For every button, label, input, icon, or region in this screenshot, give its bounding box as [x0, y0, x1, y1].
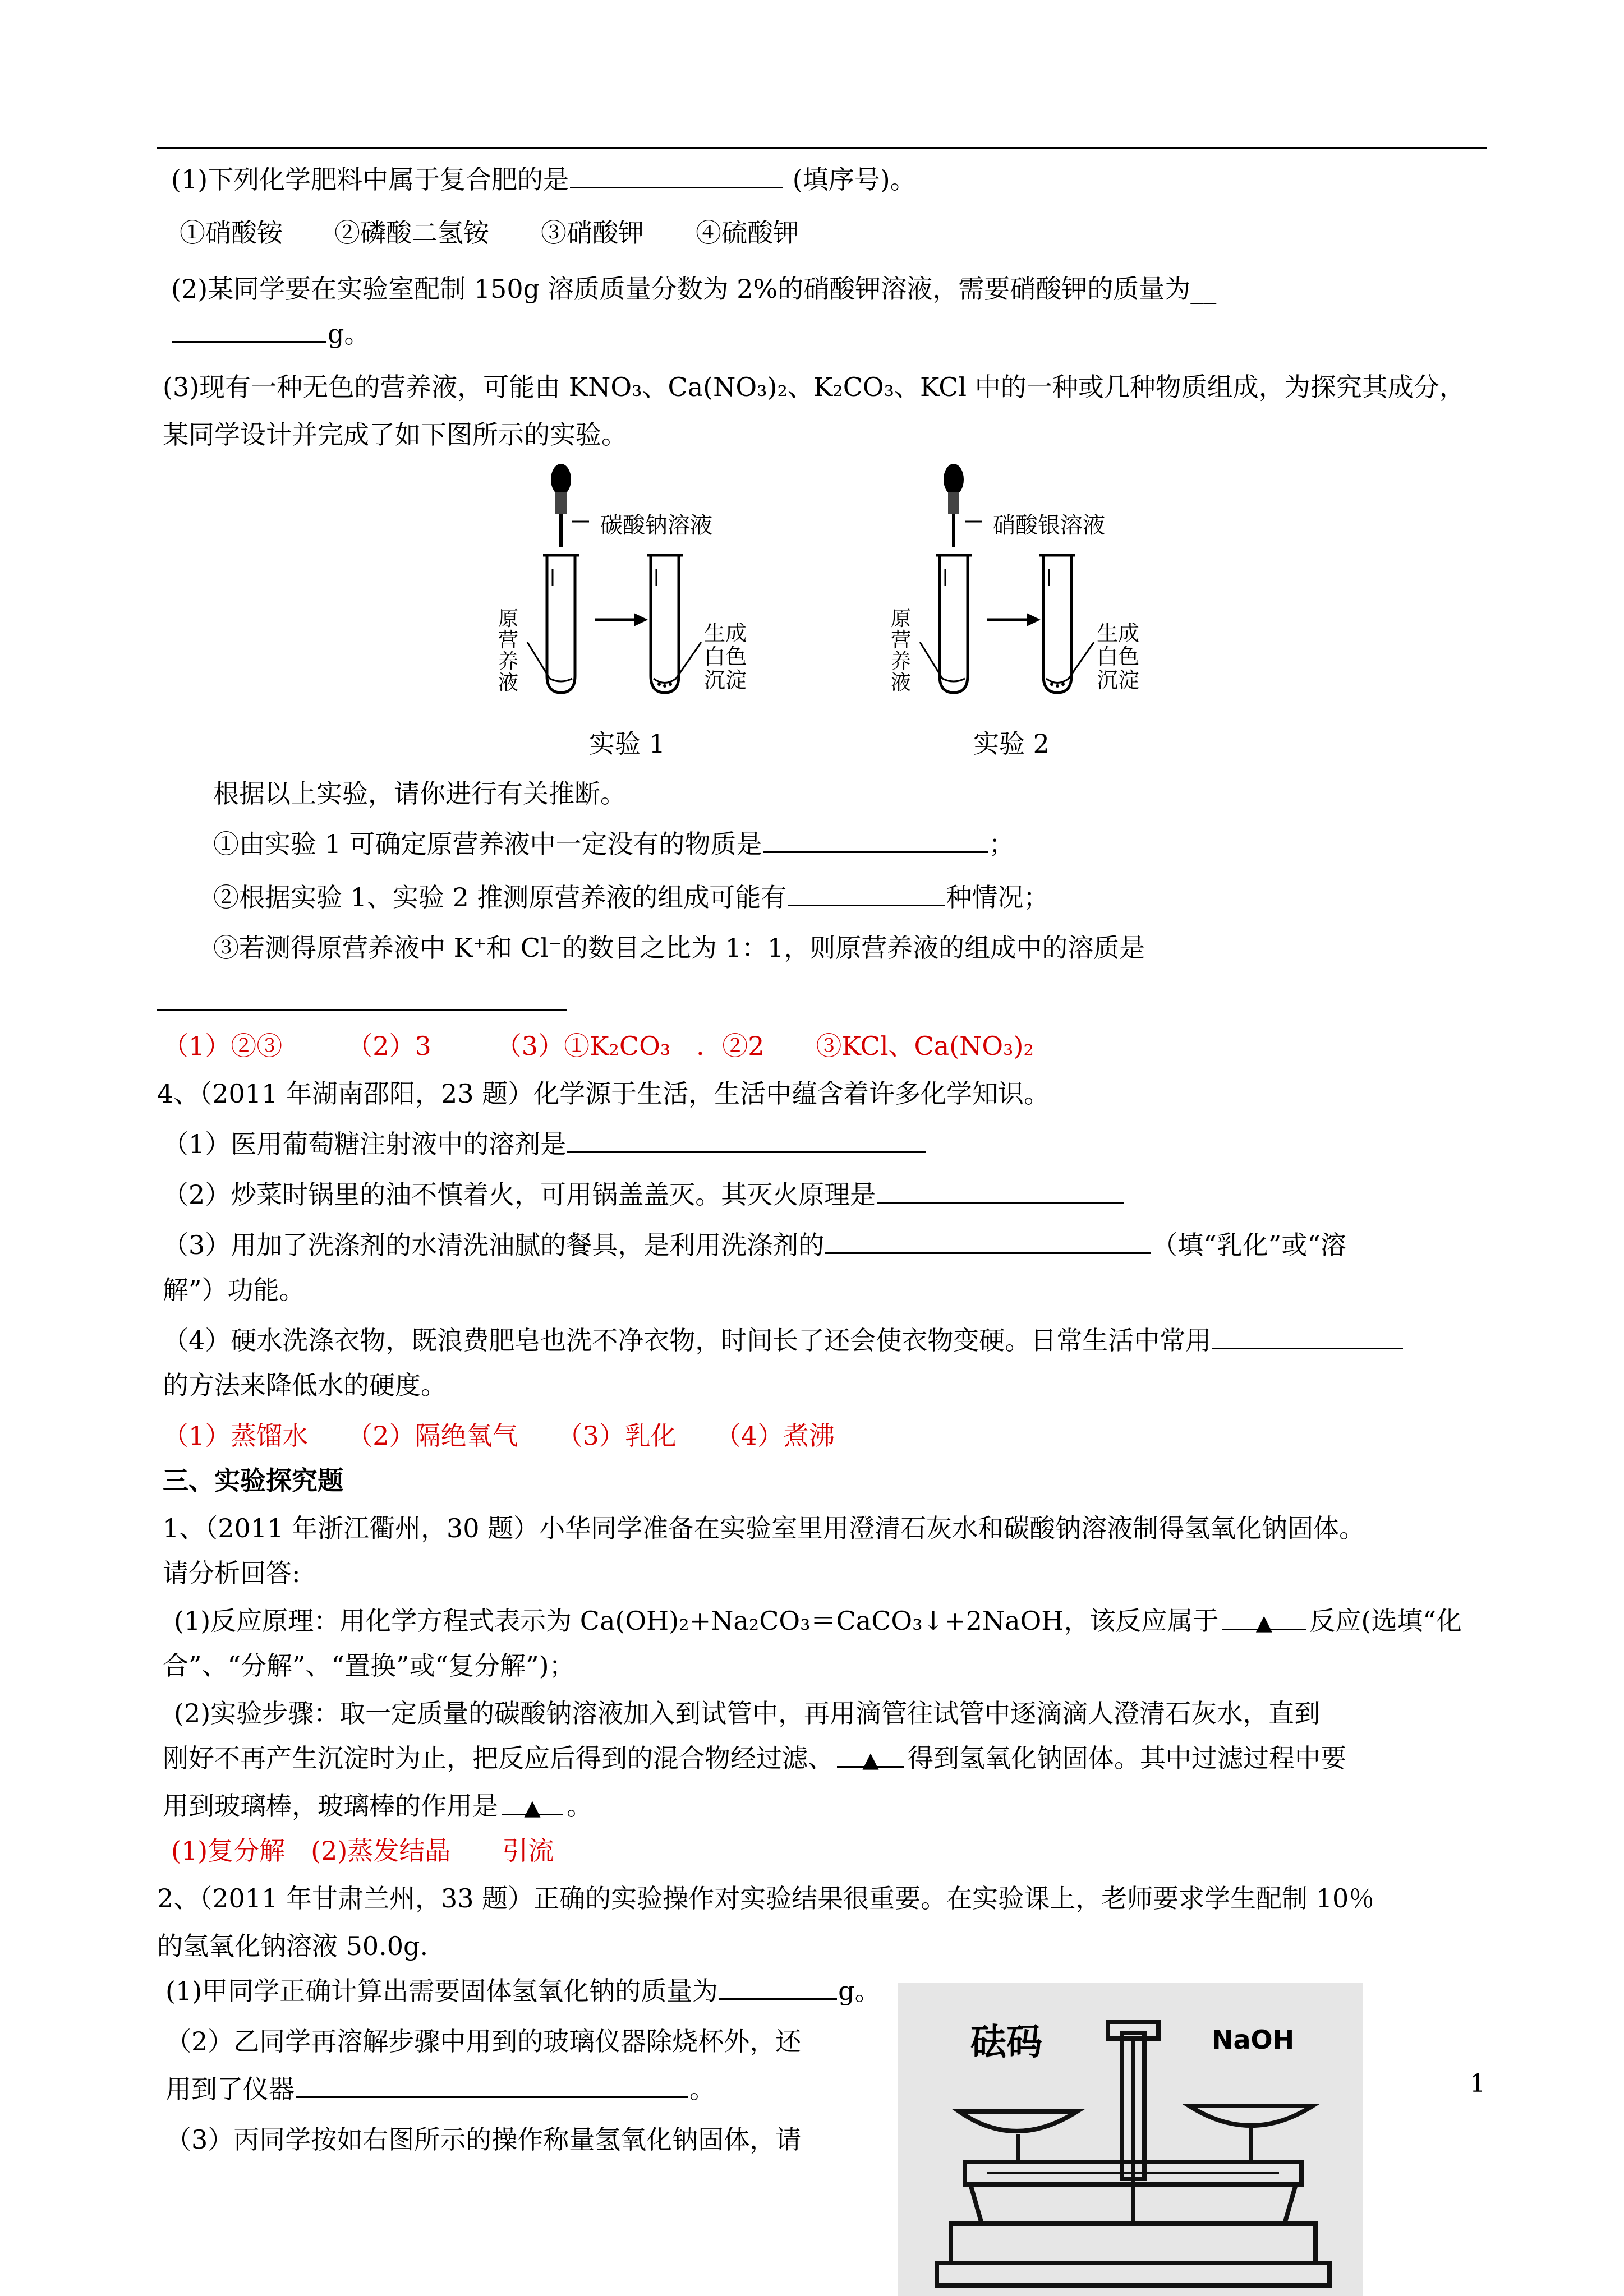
q4-p1: （1）医用葡萄糖注射液中的溶剂是	[163, 1127, 927, 1161]
exp1-reagent-label: 碳酸钠溶液	[600, 513, 712, 538]
exp2-result-label: 生成 白色 沉淀	[1097, 621, 1140, 693]
balance-label-naoh: NaOH	[1212, 2025, 1295, 2055]
q4-title: 4、（2011 年湖南邵阳，23 题）化学源于生活，生活中蕴含着许多化学知识。	[157, 1078, 1050, 1109]
q4-p4: （4）硬水洗涤衣物，既浪费肥皂也洗不净衣物，时间长了还会使衣物变硬。日常生活中常用	[163, 1324, 1404, 1357]
section3-heading: 三、实验探究题	[163, 1465, 343, 1496]
q-fertilizer-p2-line2: g。	[171, 317, 370, 351]
s3-q2-p2-line2: 用到了仪器 。	[165, 2074, 715, 2104]
s3-q2-p3-line1: （3）丙同学按如右图所示的操作称量氢氧化钠固体，请	[165, 2124, 802, 2155]
answer-blank	[837, 1741, 904, 1772]
answer-blank	[567, 1129, 926, 1153]
q-fertilizer-options: ①硝酸铵 ②磷酸二氢铵 ③硝酸钾 ④硫酸钾	[180, 218, 799, 248]
balance-photo	[898, 1983, 1363, 2296]
s3-q2-p1: (1)甲同学正确计算出需要固体氢氧化钠的质量为 g。	[165, 1976, 881, 2006]
q-fertilizer-p1: (1)下列化学肥料中属于复合肥的是 (填序号)。	[171, 164, 916, 195]
q4-p3: （3）用加了洗涤剂的水清洗油腻的餐具，是利用洗涤剂的 （填“乳化”或“溶	[163, 1230, 1346, 1260]
q4-p4-line2: 的方法来降低水的硬度。	[163, 1370, 447, 1400]
exp2-caption: 实验 2	[973, 729, 1050, 759]
experiment-2-apparatus	[920, 464, 1094, 693]
s3-q1-line2: 请分析回答:	[163, 1558, 301, 1588]
balance-label-weights: 砝码	[970, 2022, 1042, 2063]
s3-q1-line1: 1、（2011 年浙江衢州，30 题）小华同学准备在实验室里用澄清石灰水和碳酸钠溶液制得氢氧化钠固体。	[163, 1513, 1365, 1543]
answer-blank	[1212, 1325, 1403, 1349]
header-rule	[157, 147, 1487, 149]
inference-3: ③若测得原营养液中 K⁺和 Cl⁻的数目之比为 1：1，则原营养液的组成中的溶质是	[213, 933, 1145, 963]
q-fertilizer-p3-line2: 某同学设计并完成了如下图所示的实验。	[163, 419, 627, 450]
answer-blank	[296, 2074, 688, 2098]
exp1-original-label: 原营养液	[498, 607, 519, 694]
answer-blank	[877, 1179, 1124, 1204]
q4-answer: （1）蒸馏水 （2）隔绝氧气 （3）乳化 （4）煮沸	[163, 1421, 835, 1451]
answer-blank	[502, 1789, 563, 1820]
s3-q1-answer: (1)复分解 (2)蒸发结晶 引流	[171, 1836, 554, 1866]
s3-q1-p2-line1: (2)实验步骤：取一定质量的碳酸钠溶液加入到试管中，再用滴管往试管中逐滴滴人澄清石灰水，直到	[174, 1698, 1321, 1728]
answer-fertilizer: （1）②③ （2）3 （3）①K₂CO₃ ．②2 ③KCl、Ca(NO₃)₂	[163, 1031, 1034, 1061]
s3-q1-p1: (1)反应原理：用化学方程式表示为 Ca(OH)₂+Na₂CO₃＝CaCO₃↓+2NaOH，该反应属于 ▲ 反应(选填“化	[174, 1604, 1462, 1638]
inference-1: ①由实验 1 可确定原营养液中一定没有的物质是 ；	[213, 829, 1015, 859]
s3-q1-p2-line2: 刚好不再产生沉淀时为止，把反应后得到的混合物经过滤、 ▲ 得到氢氧化钠固体。其中过滤过程中要	[163, 1741, 1346, 1775]
answer-blank	[570, 164, 783, 188]
s3-q1-p1-line2: 合”、“分解”、“置换”或“复分解”)；	[163, 1650, 575, 1681]
s3-q1-p2-line3: 用到玻璃棒，玻璃棒的作用是 ▲ 。	[163, 1789, 592, 1823]
q4-p2: （2）炒菜时锅里的油不慎着火，可用锅盖盖灭。其灭火原理是	[163, 1178, 1125, 1211]
answer-blank	[157, 1009, 567, 1011]
q-fertilizer-p3: (3)现有一种无色的营养液，可能由 KNO₃、Ca(NO₃)₂、K₂CO₃、KCl 中的一种或几种物质组成，为探究其成分，	[163, 372, 1465, 402]
answer-blank	[172, 319, 326, 343]
triangle-icon: ▲	[1255, 1610, 1273, 1635]
experiment-figure	[494, 457, 1167, 760]
exp1-result-label: 生成 白色 沉淀	[704, 621, 747, 693]
inference-intro: 根据以上实验，请你进行有关推断。	[213, 778, 626, 809]
experiment-1-apparatus	[527, 464, 701, 693]
inference-2: ②根据实验 1、实验 2 推测原营养液的组成可能有 种情况；	[213, 882, 1050, 912]
answer-blank	[763, 829, 988, 853]
s3-q2-line1: 2、（2011 年甘肃兰州，33 题）正确的实验操作对实验结果很重要。在实验课上，老师要求学生配制 10％	[157, 1883, 1375, 1914]
answer-blank	[719, 1976, 837, 2000]
exp1-caption: 实验 1	[589, 729, 665, 759]
s3-q2-p2-line1: （2）乙同学再溶解步骤中用到的玻璃仪器除烧杯外，还	[165, 2026, 802, 2057]
triangle-icon: ▲	[524, 1795, 541, 1820]
answer-blank	[788, 882, 945, 906]
s3-q2-line2: 的氢氧化钠溶液 50.0g.	[157, 1931, 429, 1961]
answer-blank	[825, 1230, 1151, 1254]
q4-p3-line2: 解”）功能。	[163, 1275, 305, 1305]
answer-blank	[1222, 1604, 1306, 1635]
exp2-reagent-label: 硝酸银溶液	[993, 513, 1105, 538]
exp2-original-label: 原营养液	[891, 607, 912, 694]
triangle-icon: ▲	[862, 1748, 879, 1772]
q-fertilizer-p2: (2)某同学要在实验室配制 150g 溶质质量分数为 2%的硝酸钾溶液，需要硝酸钾的质量为__	[171, 274, 1217, 304]
page-number: 1	[1470, 2069, 1485, 2098]
